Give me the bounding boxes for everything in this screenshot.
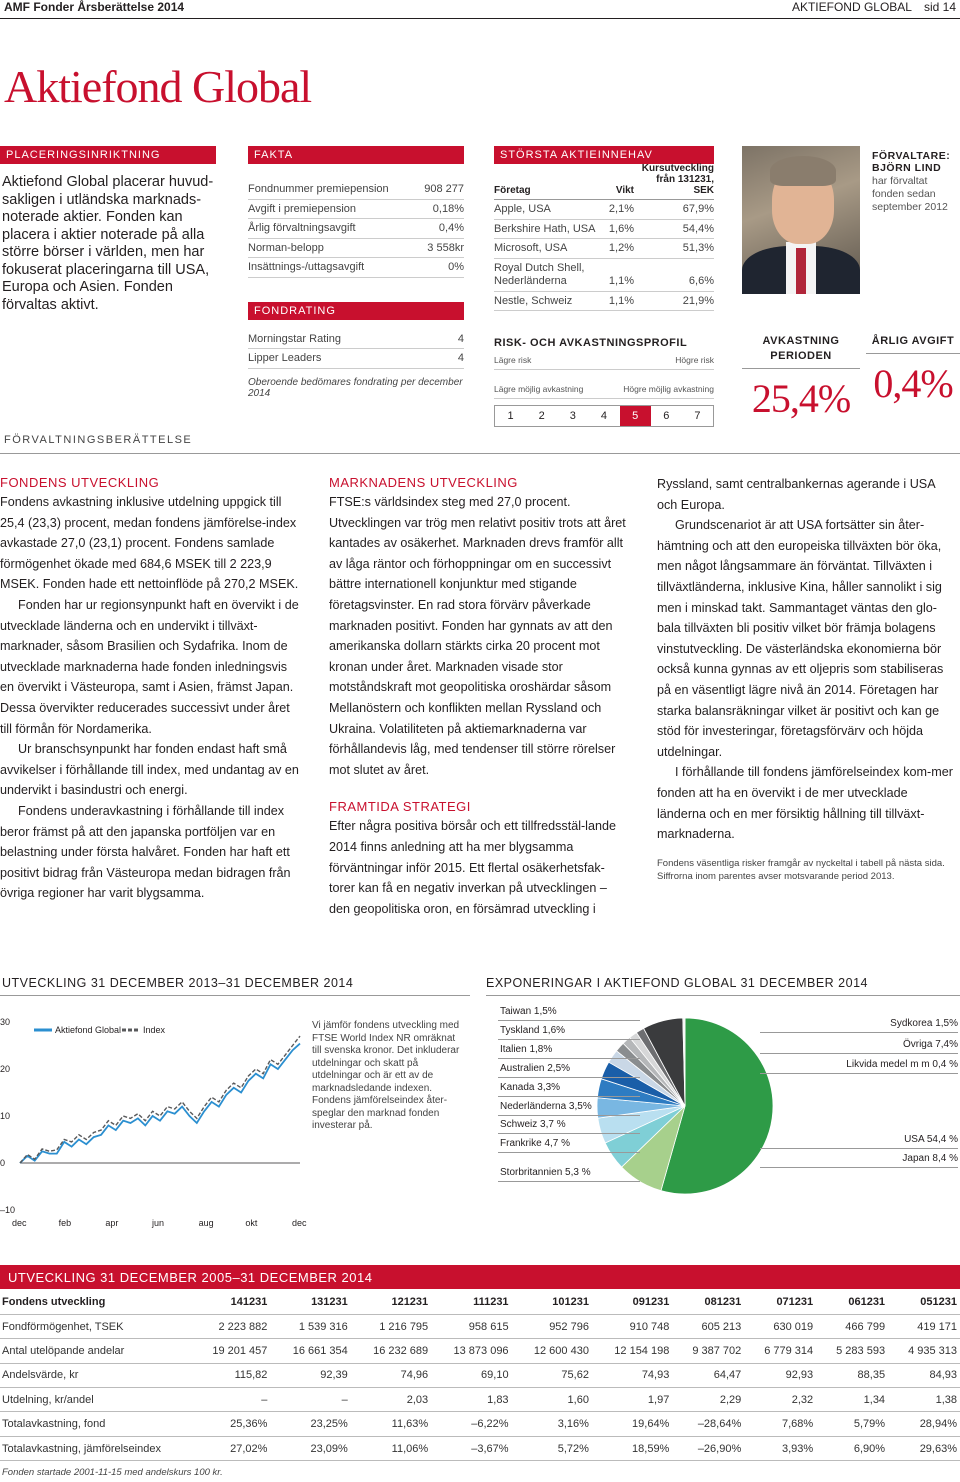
facts-label: Fondnummer premiepension [248, 183, 389, 195]
holding-weight: 2,1% [608, 203, 634, 216]
pie-chart-divider [486, 995, 960, 996]
table-cell: 92,39 [270, 1363, 350, 1387]
table-cell: – [270, 1388, 350, 1412]
fee-value: 0,4% [873, 361, 953, 406]
table-cell: 1,83 [431, 1388, 511, 1412]
holding-company: Nestle, Schweiz [494, 294, 573, 307]
table-cell: 19,64% [592, 1412, 672, 1436]
pie-label: Nederländerna 3,5% [500, 1101, 592, 1112]
holding-weight: 1,6% [608, 222, 634, 235]
table-cell: 7,68% [744, 1412, 816, 1436]
table-header-cell: 121231 [351, 1290, 431, 1314]
risk-heading: RISK- OCH AVKASTNINGSPROFIL [494, 337, 688, 349]
legend-label: Index [143, 1025, 166, 1035]
x-tick-label: apr [105, 1218, 119, 1228]
holdings-heading: STÖRSTA AKTIEINNEHAV [494, 146, 714, 164]
table-cell: 3,16% [512, 1412, 592, 1436]
holding-row [494, 220, 714, 240]
return-value: 25,4% [751, 376, 851, 421]
line-chart [0, 1008, 310, 1233]
y-tick-label: 30 [0, 1017, 11, 1027]
table-cell: 19 201 457 [190, 1339, 270, 1363]
table-row [0, 1339, 960, 1363]
pie-label-line [760, 1032, 958, 1033]
facts-row [248, 219, 464, 239]
table-header-cell: 131231 [270, 1290, 350, 1314]
facts-row [248, 180, 464, 200]
holding-row [494, 259, 714, 292]
table-cell: 1 539 316 [270, 1314, 350, 1338]
table-cell: 5,79% [816, 1412, 888, 1436]
pie-label: Taiwan 1,5% [500, 1006, 557, 1017]
table-header-cell: 141231 [190, 1290, 270, 1314]
table-cell: 605 213 [672, 1314, 744, 1338]
table-row [0, 1436, 960, 1460]
story-column-2 [329, 474, 629, 919]
section-divider [0, 453, 960, 454]
table-cell: 11,06% [351, 1436, 431, 1460]
table-cell: 1,97 [592, 1388, 672, 1412]
table-header-cell: 061231 [816, 1290, 888, 1314]
holding-performance: 67,9% [682, 203, 714, 216]
manager-name: BJÖRN LIND [872, 162, 942, 174]
pie-label: Italien 1,8% [500, 1044, 553, 1055]
table-cell: 4 935 313 [888, 1339, 960, 1363]
legend-label: Aktiefond Global [55, 1025, 122, 1035]
table-cell: 952 796 [512, 1314, 592, 1338]
return-label: AVKASTNING PERIODEN [742, 334, 860, 369]
risk-level-3: 3 [569, 410, 576, 422]
table-footnote: Fonden startade 2001-11-15 med andelskurs 100 kr. [2, 1467, 223, 1478]
table-cell: 630 019 [744, 1314, 816, 1338]
table-cell: 1,60 [512, 1388, 592, 1412]
facts-row [248, 258, 464, 278]
x-tick-label: okt [245, 1218, 258, 1228]
holding-performance: 21,9% [682, 294, 714, 307]
table-cell: 74,93 [592, 1363, 672, 1387]
table-cell: 16 232 689 [351, 1339, 431, 1363]
manager-info [872, 150, 960, 214]
story-column-1 [0, 474, 300, 904]
table-cell: 958 615 [431, 1314, 511, 1338]
x-tick-label: dec [292, 1218, 307, 1228]
pie-label-line [760, 1073, 958, 1074]
table-cell: 115,82 [190, 1363, 270, 1387]
rating-value: 4 [457, 352, 464, 364]
risk-level-6: 6 [663, 410, 670, 422]
story-note: Fondens väsentliga risker framgår av nyckeltal i tabell på nästa sida. Siffrorna inom parentes avser motsvarande period 2013. [657, 857, 945, 882]
story-paragraph: Ryssland, samt centralbankernas agerande i USA och Europa. [657, 477, 935, 512]
col-performance: Kursutveckling från 131231, SEK [641, 163, 714, 196]
facts-box [248, 146, 464, 399]
table-cell: 910 748 [592, 1314, 672, 1338]
holding-performance: 51,3% [682, 242, 714, 255]
rating-label: Lipper Leaders [248, 352, 322, 364]
pie-label-line [498, 1058, 640, 1059]
table-cell: 29,63% [888, 1436, 960, 1460]
table-cell: 6 779 314 [744, 1339, 816, 1363]
header-right [780, 0, 956, 14]
section-label: FÖRVALTNINGSBERÄTTELSE [4, 434, 193, 446]
table-cell: 9 387 702 [672, 1339, 744, 1363]
holding-company: Royal Dutch Shell, Nederländerna [494, 261, 585, 287]
table-cell: –6,22% [431, 1412, 511, 1436]
fund-name: AKTIEFOND GLOBAL [791, 0, 912, 14]
line-chart-heading: UTVECKLING 31 DECEMBER 2013–31 DECEMBER 2014 [2, 976, 354, 990]
high-return-label: Högre möjlig avkastning [623, 384, 714, 394]
pie-label-line [760, 1148, 958, 1149]
holding-company: Apple, USA [494, 203, 551, 216]
table-cell: 2 223 882 [190, 1314, 270, 1338]
history-table-heading: UTVECKLING 31 DECEMBER 2005–31 DECEMBER 2014 [0, 1265, 960, 1289]
pie-label: Schweiz 3,7 % [500, 1119, 566, 1130]
facts-label: Norman-belopp [248, 241, 324, 254]
page-header [0, 0, 960, 18]
y-tick-label: 0 [0, 1158, 6, 1168]
investment-policy [0, 146, 216, 314]
pie-label-line [498, 1096, 640, 1097]
table-cell: 2,32 [744, 1388, 816, 1412]
pie-label-line [498, 1077, 640, 1078]
story-heading-1: FONDENS UTVECKLING [0, 475, 160, 490]
table-cell: Antal utelöpande andelar [0, 1339, 190, 1363]
story-paragraph: Fondens avkastning inklusive utdelning uppgick till 25,4 (23,3) procent, medan fondens jämförelse-index avkastade 27,0 (23,1) procent. Fondens samlade förmögenhet ökade med 684,6 MSEK till 2 223,9 MSEK. Fonden hade ett nettoinflöde på 270,2 MSEK. [0, 495, 299, 592]
table-cell: – [190, 1388, 270, 1412]
low-return-label: Lägre möjlig avkastning [494, 384, 584, 394]
facts-value: 3 558kr [427, 241, 464, 254]
table-cell: 18,59% [592, 1436, 672, 1460]
table-cell: 23,09% [270, 1436, 350, 1460]
table-row [0, 1314, 960, 1338]
facts-value: 0,4% [438, 222, 464, 234]
table-cell: 92,93 [744, 1363, 816, 1387]
risk-level-4: 4 [600, 410, 608, 422]
rating-row [248, 349, 464, 369]
x-tick-label: dec [12, 1218, 27, 1228]
pie-label-line [498, 1020, 640, 1021]
table-cell: 3,93% [744, 1436, 816, 1460]
table-header-cell: Fondens utveckling [0, 1290, 190, 1314]
investment-policy-heading: PLACERINGSINRIKTNING [0, 146, 216, 164]
holding-weight: 1,1% [608, 294, 634, 307]
story-paragraph: Fonden har ur regionsynpunkt haft en övervikt i de utvecklade länderna och en undervikt i tillväxt-marknader, såsom Brasilien och Sydafrika. Inom de utvecklade marknaderna hade fonden inledningsvis en övervikt i Västeuropa, samt i Asien, främst Japan. Dessa övervikter reducerades successivt under året till förmån för Nordamerika. [0, 597, 299, 736]
table-cell: 5 283 593 [816, 1339, 888, 1363]
table-header-cell: 111231 [431, 1290, 511, 1314]
pie-label-line [760, 1167, 958, 1168]
table-cell: 1,38 [888, 1388, 960, 1412]
table-row [0, 1388, 960, 1412]
fee-label: ÅRLIG AVGIFT [866, 334, 960, 354]
rating-heading: FONDRATING [248, 302, 464, 320]
table-cell: 12 600 430 [512, 1339, 592, 1363]
line-chart-divider [0, 995, 470, 996]
table-cell: 64,47 [672, 1363, 744, 1387]
table-header-cell: 101231 [512, 1290, 592, 1314]
pie-label: USA 54,4 % [904, 1134, 958, 1145]
x-tick-label: jun [152, 1218, 165, 1228]
holding-weight: 1,2% [608, 242, 634, 255]
story-paragraph: Fondens underavkastning i förhållande till index beror främst på att den japanska portföljen var en belastning under första halvåret. Fonden har haft ett positivt bidrag från Västeuropa medan bidragen från övriga regioner har varit blygsamma. [0, 803, 291, 901]
table-cell: 1,34 [816, 1388, 888, 1412]
holding-weight: 1,1% [608, 274, 634, 287]
pie-label: Sydkorea 1,5% [890, 1018, 958, 1029]
pie-label-line [498, 1133, 640, 1134]
risk-level-2: 2 [538, 410, 545, 422]
table-cell: –28,64% [672, 1412, 744, 1436]
table-header-cell: 091231 [592, 1290, 672, 1314]
facts-label: Insättnings-/uttagsavgift [248, 261, 365, 273]
table-cell: 27,02% [190, 1436, 270, 1460]
story-paragraph: FTSE:s världsindex steg med 27,0 procent. Utvecklingen var trög men relativt positiv trots att året kantades av osäkerhet. Marknaden drevs framför allt av låga räntor och förhoppningar om en successivt bättre internationell konjunktur med stigande företagsvinster. En rad stora förvärv påverkade marknaden positivt. Fonden har gynnats av att den amerikanska dollarn stärkts cirka 20 procent mot kronan under året. Marknaden visade stor motståndskraft mot geopolitiska oroshärdar såsom Mellanöstern och konflikten mellan Ryssland och Ukraina. Volatiliteten på aktiemarknaderna var förhållandevis låg, med tendenser till större rörelser mot slutet av året. [329, 495, 626, 777]
table-cell: 12 154 198 [592, 1339, 672, 1363]
table-cell: Totalavkastning, jämförelseindex [0, 1436, 190, 1460]
risk-level-1: 1 [507, 410, 514, 422]
high-risk-label: Högre risk [675, 355, 714, 365]
table-row [0, 1363, 960, 1387]
holding-company: Berkshire Hath, USA [494, 222, 596, 235]
pie-label-line [498, 1115, 640, 1116]
pie-label: Tyskland 1,6% [500, 1025, 566, 1036]
low-risk-label: Lägre risk [494, 355, 532, 365]
table-cell: Andelsvärde, kr [0, 1363, 190, 1387]
facts-label: Årlig förvaltningsavgift [248, 222, 356, 234]
holding-row [494, 292, 714, 312]
pie-label: Japan 8,4 % [902, 1153, 958, 1164]
facts-list [248, 180, 464, 278]
risk-scale [494, 405, 714, 427]
table-cell: 466 799 [816, 1314, 888, 1338]
table-header-cell: 071231 [744, 1290, 816, 1314]
header-divider [0, 18, 960, 19]
rating-row [248, 330, 464, 350]
holding-row [494, 200, 714, 220]
table-cell: –26,90% [672, 1436, 744, 1460]
table-cell: –3,67% [431, 1436, 511, 1460]
table-cell: 75,62 [512, 1363, 592, 1387]
manager-desc: har förvaltat fonden sedan september 2012 [872, 175, 948, 213]
facts-label: Avgift i premiepension [248, 202, 357, 215]
table-header-cell: 051231 [888, 1290, 960, 1314]
history-table [0, 1290, 960, 1461]
pie-label: Australien 2,5% [500, 1063, 571, 1074]
table-header-cell: 081231 [672, 1290, 744, 1314]
pie-label: Övriga 7,4% [902, 1039, 958, 1050]
table-cell: 6,90% [816, 1436, 888, 1460]
rating-note: Oberoende bedömares fondrating per december 2014 [248, 376, 463, 399]
series-line-fund [20, 1044, 300, 1163]
y-tick-label: 10 [0, 1111, 11, 1121]
page-title: Aktiefond Global [4, 61, 312, 112]
page-number: sid 14 [923, 0, 956, 14]
y-tick-label: –10 [0, 1205, 16, 1215]
story-heading-2: MARKNADENS UTVECKLING [329, 475, 518, 490]
manager-photo [742, 146, 860, 294]
holdings-header-row [494, 163, 714, 200]
rating-label: Morningstar Rating [248, 332, 341, 345]
story-paragraph: Efter några positiva börsår och ett tillfredsstäl-lande 2014 finns anledning att ha mer blygsamma förväntningar inför 2015. Ett flertal osäkerhetsfak-torer kan få en negativ inverkan på utvecklingen – den geopolitiska oron, en försämrad utveckling i [329, 819, 616, 916]
line-chart-note: Vi jämför fondens utveckling med FTSE World Index NR omräknat till svenska kronor. Det inkluderar utdelningar och skatt på utdelningar och är ett av de marknadsledande indexen. Fondens jämförelseindex åter-speglar den marknad fonden investerar på. [312, 1020, 460, 1131]
col-weight: Vikt [615, 185, 634, 196]
table-cell: 69,10 [431, 1363, 511, 1387]
table-cell: 419 171 [888, 1314, 960, 1338]
pie-label-line [498, 1152, 640, 1153]
story-column-3 [657, 474, 957, 883]
story-paragraph: Grundscenariot är att USA fortsätter sin åter-hämtning och att den europeiska tillväxten bör öka, men något långsammare än förväntat. Tillväxten i tillväxtländerna, inklusive Kina, håller sannolikt i sig men i minskad takt. Sammantaget väntas den glo-bala tillväxten bli positiv vilket bör främja bolagens vinstutveckling. De västerländska ekonomierna bör också kunna gynnas av ett oljepris som stabiliseras på en väsentligt lägre nivå än 2014. Företagen har starka balansräkningar vilket är positivt och kan ge stöd för investeringar, företagsförvärv och höjda utdelningar. [657, 518, 944, 759]
rating-list [248, 330, 464, 369]
table-cell: 74,96 [351, 1363, 431, 1387]
pie-label: Storbritannien 5,3 % [500, 1167, 591, 1178]
table-cell: Fondförmögenhet, TSEK [0, 1314, 190, 1338]
report-title: AMF Fonder Årsberättelse 2014 [4, 0, 185, 14]
table-cell: 28,94% [888, 1412, 960, 1436]
col-company: Företag [494, 185, 531, 196]
investment-policy-text: Aktiefond Global placerar huvud-sakligen i utländska marknads-noterade aktier. Fonden kan placera i aktier noterade på alla större börser i världen, men har fokuserat placeringarna till USA, Europa och Asien. Fonden förvaltas aktivt. [2, 174, 214, 313]
x-tick-label: feb [58, 1218, 72, 1228]
return-labels [494, 384, 714, 399]
return-kpi [742, 334, 860, 422]
facts-row [248, 239, 464, 259]
y-tick-label: 20 [0, 1064, 11, 1074]
top-holdings [494, 146, 714, 427]
risk-level-7: 7 [694, 410, 701, 422]
facts-value: 908 277 [424, 183, 464, 195]
facts-heading: FAKTA [248, 146, 464, 164]
pie-label: Frankrike 4,7 % [500, 1138, 571, 1149]
table-cell: 2,03 [351, 1388, 431, 1412]
fee-kpi [866, 334, 960, 407]
holding-performance: 6,6% [688, 274, 714, 287]
pie-label-line [760, 1053, 958, 1054]
table-cell: 84,93 [888, 1363, 960, 1387]
table-cell: 25,36% [190, 1412, 270, 1436]
pie-label-line [498, 1181, 640, 1182]
table-cell: 1 216 795 [351, 1314, 431, 1338]
story-heading-3: FRAMTIDA STRATEGI [329, 799, 471, 815]
table-cell: Utdelning, kr/andel [0, 1388, 190, 1412]
table-cell: 23,25% [270, 1412, 350, 1436]
pie-label: Kanada 3,3% [500, 1082, 561, 1093]
table-cell: 11,63% [351, 1412, 431, 1436]
table-cell: Totalavkastning, fond [0, 1412, 190, 1436]
pie-label: Likvida medel m m 0,4 % [846, 1059, 958, 1070]
manager-role: FÖRVALTARE: [872, 150, 951, 162]
pie-chart-heading: EXPONERINGAR I AKTIEFOND GLOBAL 31 DECEMBER 2014 [486, 976, 868, 990]
rating-value: 4 [457, 332, 464, 345]
holding-performance: 54,4% [682, 222, 714, 235]
table-row [0, 1412, 960, 1436]
pie-label-line [498, 1039, 640, 1040]
table-cell: 5,72% [512, 1436, 592, 1460]
risk-level-5: 5 [620, 406, 651, 426]
story-paragraph: Ur branschsynpunkt har fonden endast haft små avvikelser i förhållande till index, med undantag av en undervikt i basindustri och energi. [0, 742, 299, 798]
facts-row [248, 200, 464, 220]
x-tick-label: aug [198, 1218, 214, 1228]
table-header-row [0, 1290, 960, 1314]
holding-company: Microsoft, USA [494, 242, 568, 255]
table-cell: 13 873 096 [431, 1339, 511, 1363]
story-paragraph: I förhållande till fondens jämförelseindex kom-mer fonden att ha en övervikt i de mer utvecklade länderna och en mer försiktig hållning till tillväxt-marknaderna. [657, 765, 953, 842]
table-cell: 88,35 [816, 1363, 888, 1387]
risk-labels [494, 355, 714, 370]
holding-row [494, 239, 714, 259]
table-cell: 16 661 354 [270, 1339, 350, 1363]
table-cell: 2,29 [672, 1388, 744, 1412]
facts-value: 0% [448, 261, 464, 273]
facts-value: 0,18% [432, 202, 464, 215]
